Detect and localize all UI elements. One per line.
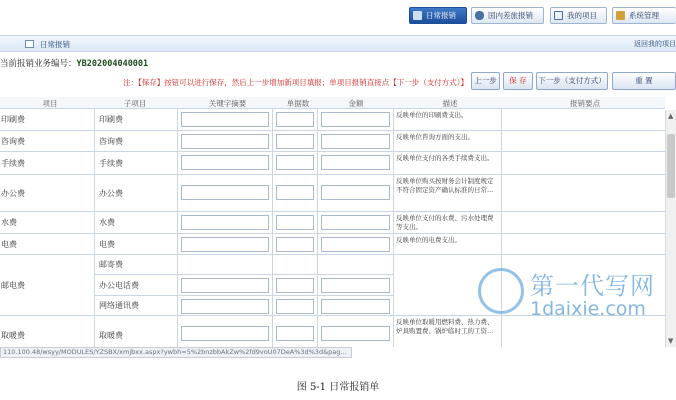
doc-count-input[interactable] xyxy=(276,299,314,314)
row-subitem: 咨询费 xyxy=(95,131,178,151)
row-item: 手续费 xyxy=(0,152,95,174)
table-header xyxy=(0,97,665,109)
amount-cell xyxy=(318,296,394,315)
count-cell xyxy=(273,296,318,315)
save-button[interactable]: 保 存 xyxy=(503,72,533,90)
row-key-points xyxy=(502,175,665,211)
document-icon xyxy=(413,11,422,20)
next-step-button[interactable]: 下一步（支付方式） xyxy=(536,72,608,90)
count-cell xyxy=(273,234,318,254)
table-row xyxy=(0,109,665,131)
doc-count-input[interactable] xyxy=(276,326,314,341)
header-keyword: 关键字摘要 xyxy=(208,99,247,108)
amount-cell xyxy=(318,152,394,174)
row-subitem: 手续费 xyxy=(95,152,178,174)
list-icon xyxy=(554,11,563,20)
row-item: 取暖费 xyxy=(0,316,95,347)
top-nav xyxy=(0,0,676,30)
instruction-note: 注：【保存】按钮可以进行保存，然后上一步增加新项目填报；单项目报销直接点【下一步（支付方式）】 xyxy=(123,78,468,87)
count-cell xyxy=(273,131,318,151)
car-icon xyxy=(475,11,484,20)
table-subrow xyxy=(95,255,394,275)
count-cell xyxy=(273,275,318,295)
row-subitem: 印刷费 xyxy=(95,109,178,130)
header-item: 项目 xyxy=(42,99,58,108)
amount-cell xyxy=(318,212,394,233)
table-subrow xyxy=(95,296,394,316)
keyword-cell xyxy=(178,152,273,174)
amount-cell xyxy=(318,175,394,211)
amount-cell xyxy=(318,109,394,130)
count-cell xyxy=(273,175,318,211)
row-description: 反映单位取暖用燃料费、热力费、炉具购置费、锅炉临时工的工资... xyxy=(394,316,502,347)
nav-system-label: 系统管理 xyxy=(629,11,659,20)
row-key-points xyxy=(502,109,665,130)
row-item: 印刷费 xyxy=(0,109,95,130)
scroll-thumb[interactable] xyxy=(667,134,675,198)
row-subitem: 网络通讯费 xyxy=(95,296,178,315)
row-item: 办公费 xyxy=(0,175,95,211)
keyword-cell xyxy=(178,109,273,130)
row-key-points xyxy=(502,234,665,254)
amount-cell xyxy=(318,255,394,274)
keyword-input[interactable] xyxy=(181,185,269,200)
doc-count-input[interactable] xyxy=(276,237,314,252)
prev-step-button[interactable]: 上一步 xyxy=(471,72,500,90)
header-amount: 金额 xyxy=(348,99,364,108)
row-subitem: 电费 xyxy=(95,234,178,254)
amount-input[interactable] xyxy=(321,326,390,341)
keyword-input[interactable] xyxy=(181,326,269,341)
amount-input[interactable] xyxy=(321,299,390,314)
table-row xyxy=(0,212,665,234)
count-cell xyxy=(273,255,318,274)
keyword-cell xyxy=(178,131,273,151)
header-doc-count: 单据数 xyxy=(286,99,310,108)
keyword-cell xyxy=(178,255,273,274)
count-cell xyxy=(273,152,318,174)
row-subitem: 水费 xyxy=(95,212,178,233)
keyword-input[interactable] xyxy=(181,155,269,170)
doc-count-input[interactable] xyxy=(276,215,314,230)
keyword-input[interactable] xyxy=(181,134,269,149)
keyword-input[interactable] xyxy=(181,237,269,252)
scroll-down-icon[interactable]: ▼ xyxy=(668,337,674,345)
nav-daily-reimbursement[interactable] xyxy=(409,7,467,24)
row-subitem: 办公电话费 xyxy=(95,275,178,295)
nav-travel-reimbursement[interactable] xyxy=(471,7,544,24)
row-description: 反映单位咨询方面的支出。 xyxy=(394,131,502,151)
doc-count-input[interactable] xyxy=(276,112,314,127)
row-subitem: 取暖费 xyxy=(95,316,178,347)
business-number-label: 当前报销业务编号： xyxy=(0,59,77,69)
reset-button[interactable]: 重 置 xyxy=(612,72,676,90)
watermark-logo xyxy=(478,262,668,332)
keyword-input[interactable] xyxy=(181,278,269,293)
scroll-up-icon[interactable]: ▲ xyxy=(668,112,674,120)
keyword-cell xyxy=(178,212,273,233)
row-subitem: 办公费 xyxy=(95,175,178,211)
row-item: 咨询费 xyxy=(0,131,95,151)
row-description: 反映单位购买按财务会计制度规定不符合固定资产确认标准的日常... xyxy=(394,175,502,211)
nav-my-projects[interactable] xyxy=(550,7,607,24)
amount-input[interactable] xyxy=(321,112,390,127)
row-item: 电费 xyxy=(0,234,95,254)
header-description: 描述 xyxy=(442,99,458,108)
table-row xyxy=(0,234,665,255)
count-cell xyxy=(273,109,318,130)
watermark-circle-icon xyxy=(478,268,524,314)
keyword-cell xyxy=(178,316,273,347)
amount-cell xyxy=(318,234,394,254)
page-title: 日常报销 xyxy=(40,40,70,49)
row-item: 邮电费 xyxy=(0,255,95,315)
page-title-bar xyxy=(0,35,676,52)
header-subitem: 子项目 xyxy=(123,99,147,108)
gear-icon xyxy=(616,11,625,20)
keyword-input[interactable] xyxy=(181,112,269,127)
keyword-input[interactable] xyxy=(181,299,269,314)
row-subitem: 邮寄费 xyxy=(95,255,178,274)
table-subrow xyxy=(95,275,394,296)
doc-count-input[interactable] xyxy=(276,185,314,200)
row-key-points xyxy=(502,131,665,151)
header-key-points: 报销要点 xyxy=(570,99,600,108)
form-icon xyxy=(25,40,34,48)
business-number xyxy=(0,57,148,69)
nav-system-admin[interactable] xyxy=(612,7,676,24)
doc-count-input[interactable] xyxy=(276,278,314,293)
keyword-cell xyxy=(178,175,273,211)
nav-travel-label: 国内差旅报销 xyxy=(488,11,533,20)
row-key-points xyxy=(502,152,665,174)
watermark-en: 1daixie.com xyxy=(530,298,646,320)
amount-input[interactable] xyxy=(321,185,390,200)
row-item: 水费 xyxy=(0,212,95,233)
row-description: 反映单位的电费支出。 xyxy=(394,234,502,254)
watermark-cn: 第一代写网 xyxy=(530,272,655,300)
count-cell xyxy=(273,316,318,347)
row-description: 反映单位的印刷费支出。 xyxy=(394,109,502,130)
amount-cell xyxy=(318,316,394,347)
amount-input[interactable] xyxy=(321,134,390,149)
row-key-points xyxy=(502,212,665,233)
amount-input[interactable] xyxy=(321,237,390,252)
row-description: 反映单位支付的水费、污水处理费等支出。 xyxy=(394,212,502,233)
browser-status-url: 110.100.48/wsyy/MODULES/YZSBX/xmjbxx.aspx?ywbh=5%2bnzbbAkZw%2fd9voU07DeA%3d%3d&pag... xyxy=(0,347,352,358)
amount-cell xyxy=(318,275,394,295)
back-to-projects-link[interactable]: 返回我的项目 xyxy=(634,40,676,48)
nav-daily-label: 日常报销 xyxy=(426,11,456,20)
amount-input[interactable] xyxy=(321,215,390,230)
doc-count-input[interactable] xyxy=(276,134,314,149)
keyword-input[interactable] xyxy=(181,215,269,230)
row-description: 反映单位支付的各类手续费支出。 xyxy=(394,152,502,174)
keyword-cell xyxy=(178,275,273,295)
nav-projects-label: 我的项目 xyxy=(567,11,597,20)
table-row xyxy=(0,152,665,175)
keyword-cell xyxy=(178,296,273,315)
business-number-value: YB202004040001 xyxy=(76,59,149,69)
count-cell xyxy=(273,212,318,233)
figure-caption: 图 5-1 日常报销单 xyxy=(296,382,380,393)
amount-input[interactable] xyxy=(321,155,390,170)
table-row xyxy=(0,175,665,212)
keyword-cell xyxy=(178,234,273,254)
amount-cell xyxy=(318,131,394,151)
table-row xyxy=(0,131,665,152)
amount-input[interactable] xyxy=(321,278,390,293)
doc-count-input[interactable] xyxy=(276,155,314,170)
